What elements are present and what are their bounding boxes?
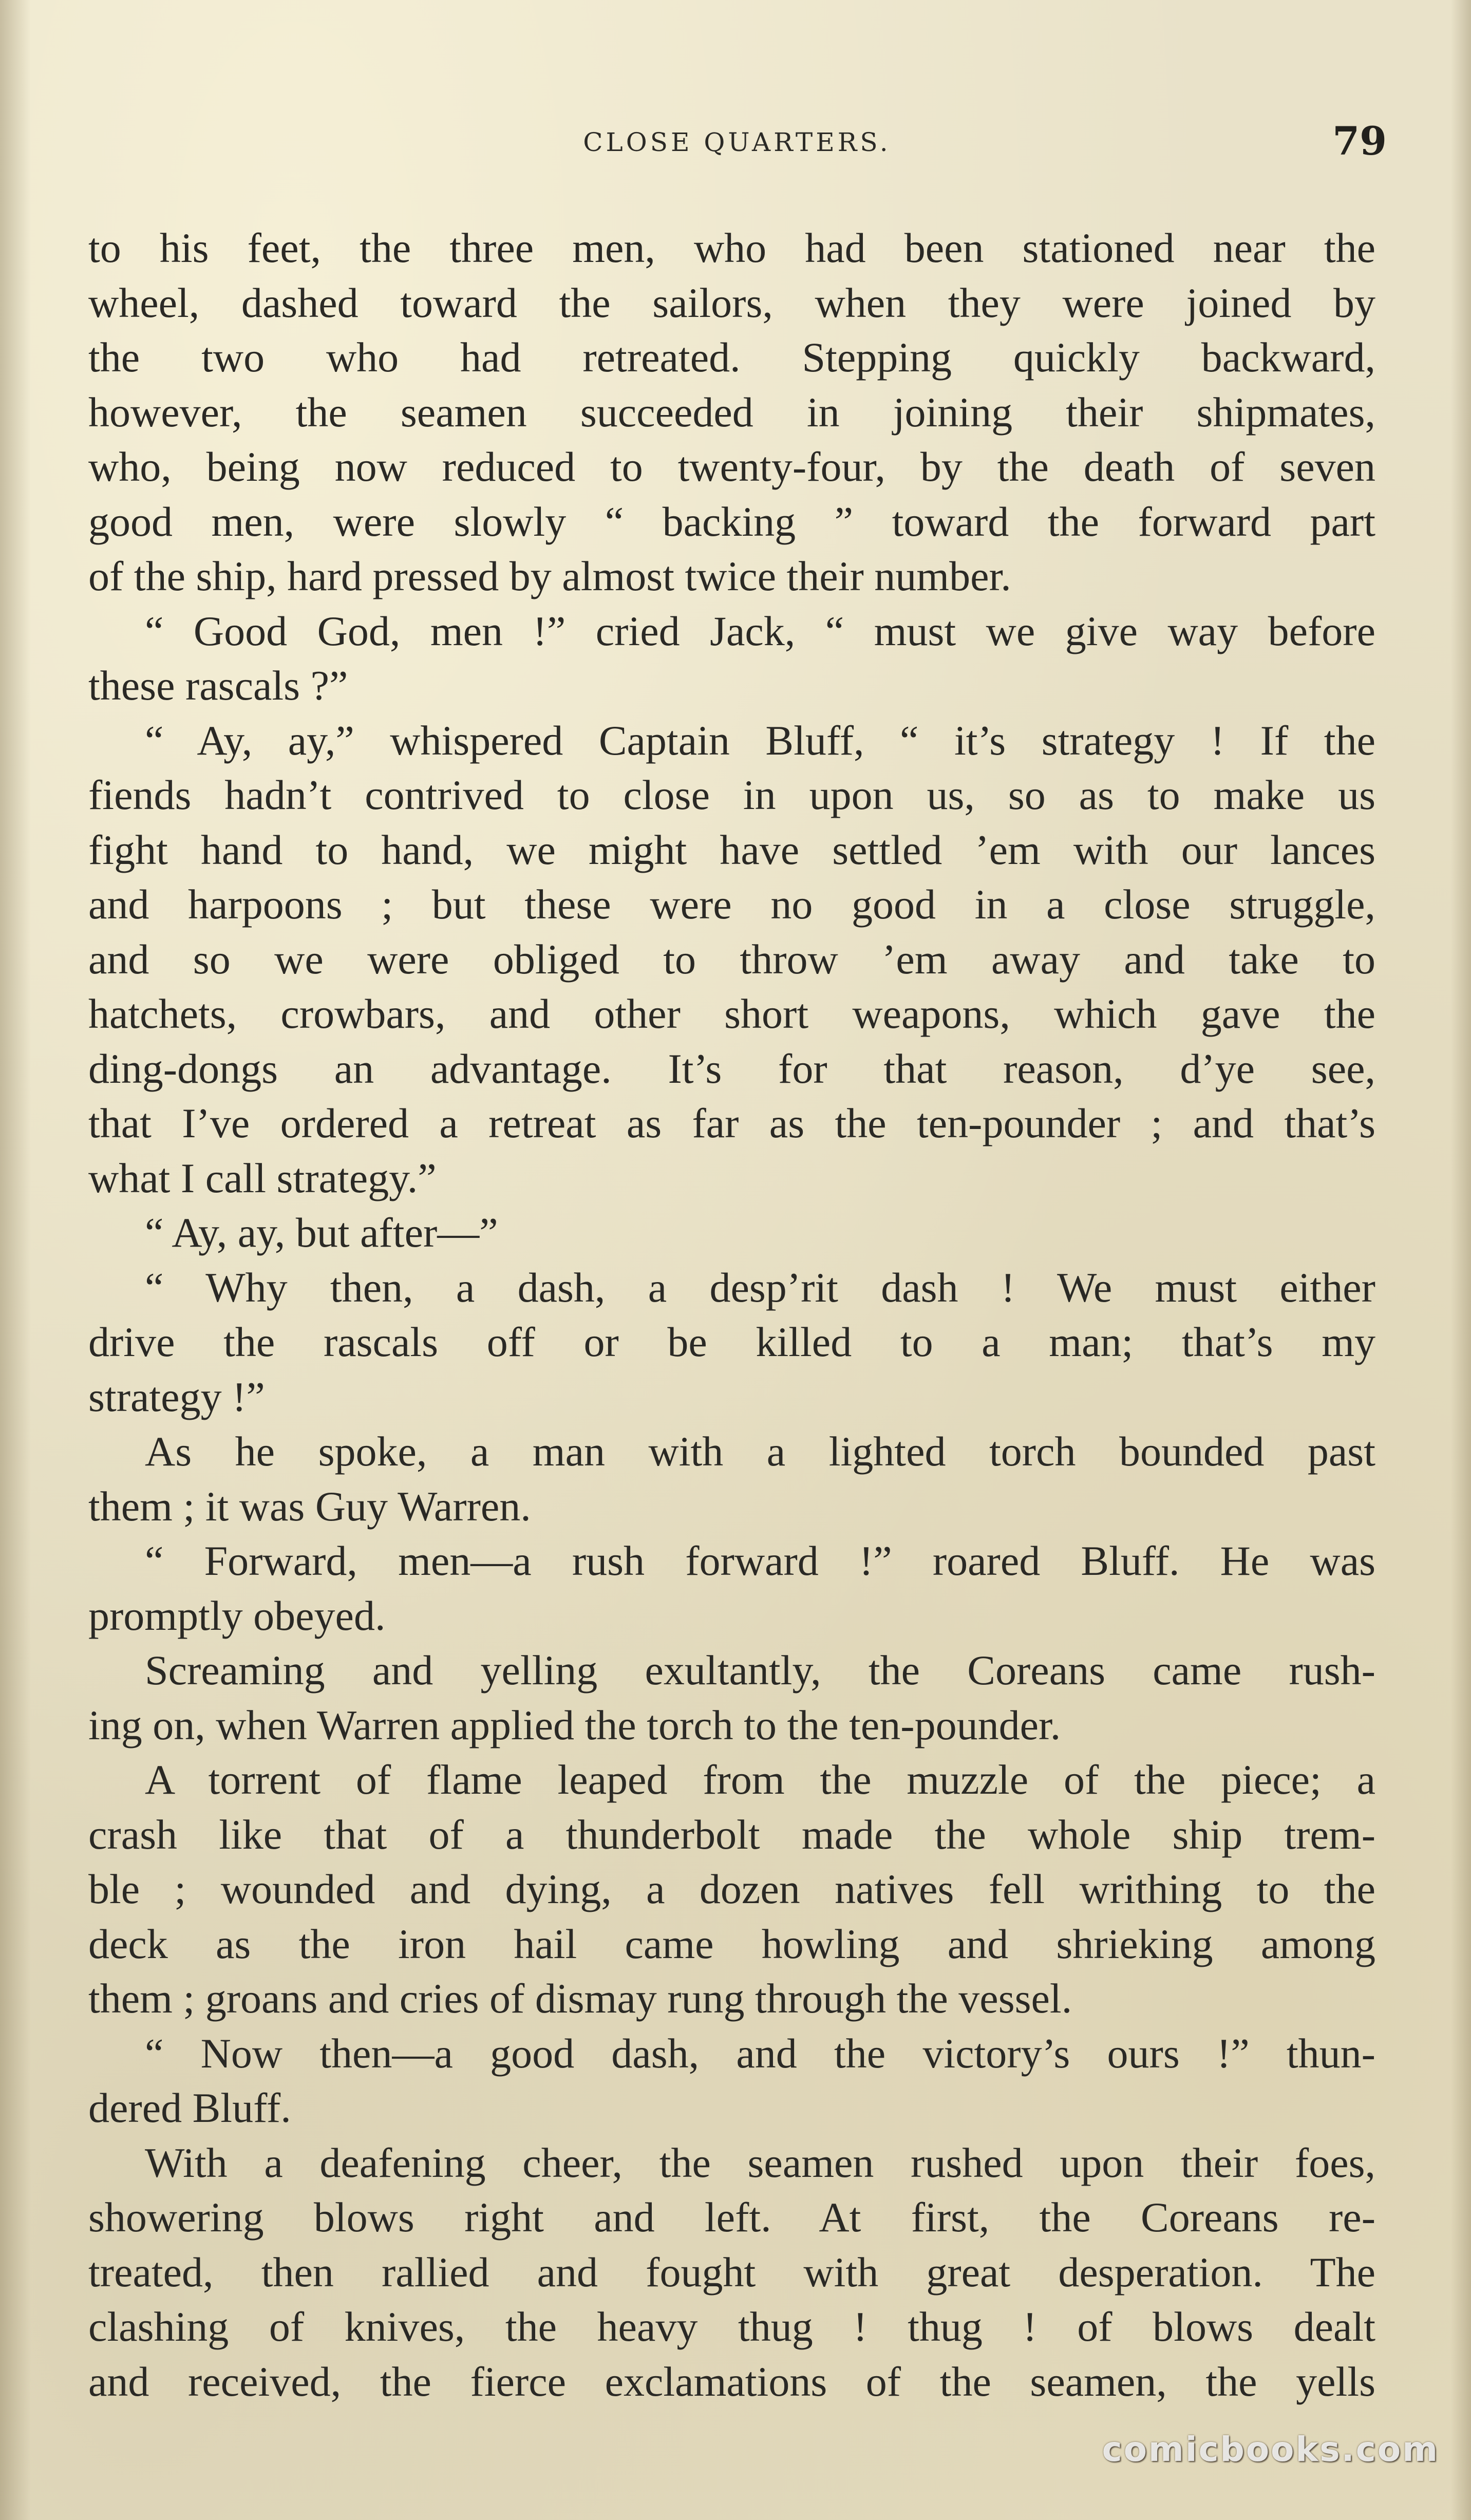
text-line: “ Ay, ay, but after—” [145,1209,498,1256]
watermark-text: comicbooks.com [1102,2430,1439,2469]
text-line: “ Ay, ay,” whispered Captain Bluff, “ it’s strategy ! If the [145,717,1375,764]
text-line: dered Bluff. [88,2084,291,2131]
text-line: “ Why then, a dash, a desp’rit dash ! We must either [145,1264,1375,1311]
text-line: and so we were obliged to throw ’em away and take to [88,935,1375,983]
text-line: what I call strategy.” [88,1154,437,1201]
text-line: Screaming and yelling exultantly, the Coreans came rush- [145,1647,1375,1694]
text-line: these rascals ?” [88,662,348,709]
text-line: treated, then rallied and fought with great desperation. The [88,2248,1375,2296]
text-line: ding-dongs an advantage. It’s for that reason, d’ye see, [88,1045,1375,1092]
text-line: the two who had retreated. Stepping quickly backward, [88,334,1375,381]
text-line: drive the rascals off or be killed to a man; that’s my [88,1319,1375,1365]
text-line: fight hand to hand, we might have settled ’em with our lances [88,826,1375,873]
text-line: deck as the iron hail came howling and shrieking among [88,1920,1375,1967]
text-line: strategy !” [88,1373,265,1420]
text-line: them ; groans and cries of dismay rung through the vessel. [88,1975,1072,2022]
page-edge-shadow-left [0,0,31,2520]
text-line: them ; it was Guy Warren. [88,1482,531,1530]
text-line: “ Forward, men—a rush forward !” roared Bluff. He was [145,1537,1375,1584]
text-line: showering blows right and left. At first, the Coreans re- [88,2194,1375,2241]
text-line: who, being now reduced to twenty-four, by the death of seven [88,443,1375,490]
text-line: crash like that of a thunderbolt made the whole ship trem- [88,1811,1375,1858]
running-head: CLOSE QUARTERS. [583,127,891,157]
text-line: A torrent of flame leaped from the muzzle of the piece; a [145,1756,1375,1803]
text-line: and harpoons ; but these were no good in a close struggle, [88,881,1375,928]
text-line: ble ; wounded and dying, a dozen natives fell writhing to the [88,1866,1375,1912]
page-header [87,118,1387,175]
page-edge-shadow-right [1450,0,1471,2520]
text-line: ing on, when Warren applied the torch to the ten-pounder. [88,1701,1061,1748]
text-line: With a deafening cheer, the seamen rushed upon their foes, [145,2139,1375,2186]
text-line: promptly obeyed. [88,1592,386,1639]
text-line: clashing of knives, the heavy thug ! thug ! of blows dealt [88,2303,1375,2350]
text-line: “ Now then—a good dash, and the victory’s ours !” thun- [145,2029,1375,2077]
text-line: “ Good God, men !” cried Jack, “ must we give way before [145,607,1375,654]
body-text [88,221,1375,2409]
text-line: good men, were slowly “ backing ” toward the forward part [88,498,1375,545]
page-number: 79 [1332,118,1387,164]
text-line: that I’ve ordered a retreat as far as the ten-pounder ; and that’s [88,1100,1375,1146]
text-line: wheel, dashed toward the sailors, when they were joined by [88,279,1375,326]
text-line: to his feet, the three men, who had been stationed near the [88,224,1375,271]
text-line: As he spoke, a man with a lighted torch bounded past [145,1428,1375,1475]
text-line: of the ship, hard pressed by almost twice their number. [88,553,1011,599]
text-line: fiends hadn’t contrived to close in upon us, so as to make us [88,772,1375,818]
text-line: however, the seamen succeeded in joining their shipmates, [88,388,1375,436]
text-line: and received, the fierce exclamations of the seamen, the yells [88,2358,1375,2405]
text-line: hatchets, crowbars, and other short weapons, which gave the [88,990,1375,1037]
